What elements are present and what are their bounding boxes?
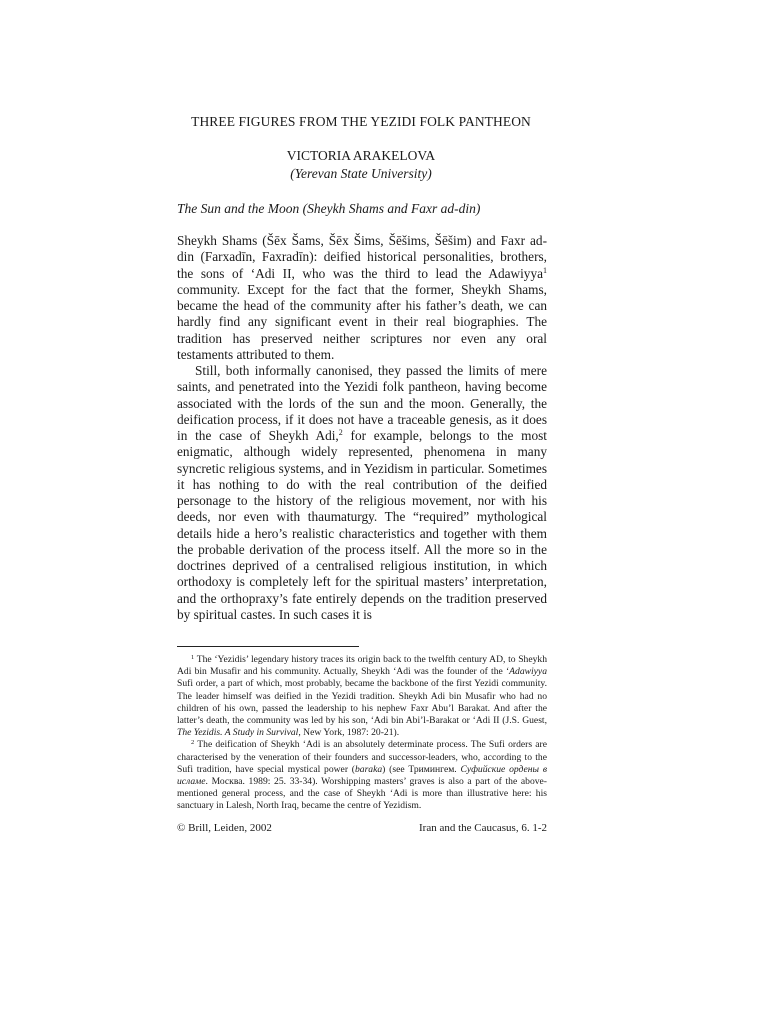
author-name: VICTORIA ARAKELOVA	[286, 148, 436, 163]
footer-copyright: © Brill, Leiden, 2002	[177, 822, 272, 834]
footnote-1	[177, 654, 547, 739]
body-text	[177, 233, 547, 623]
footnote-2-text-c: . Москва. 1989: 25. 33-34). Worshipping masters’ graves is also a part of the above-mentioned general process, and the case of Sheykh ‘Adi is more than illustrative here: his sanctuary in Lalesh, North Iraq, became the centre of Yezidism.	[177, 776, 547, 812]
section-heading: The Sun and the Moon (Sheykh Shams and Faxr ad-din)	[177, 201, 481, 216]
footnote-2-mark: 2	[191, 739, 195, 747]
paragraph-2	[177, 363, 547, 623]
footnote-ref-2: 2	[338, 428, 343, 437]
footnote-2-italic-1: baraka	[354, 763, 383, 775]
footnote-2-text-b: ) (see Тримингем.	[382, 763, 461, 775]
footnotes	[177, 654, 547, 813]
footnote-1-text-a: The ‘Yezidis’ legendary history traces its origin back to the twelfth century AD, to Sheykh Adi bin Musafir and his community. Actually, Sheykh ‘Adi was the founder of the ‘	[177, 654, 547, 678]
footnote-2-italic-2: Суфийские ордены в исламе	[177, 763, 547, 788]
paragraph-1	[177, 233, 547, 363]
paragraph-2-text-b: for example, belongs to the most enigmatic, although widely represented, phenomena in many syncretic religious systems, and in Yezidism in particular. Sometimes it has nothing to do with the real contribution of the deified personage to the history of the religious movement, nor with his deeds, nor even with thaumaturgy. The “required” mythological details hide a hero’s realistic characteristics and together with them the probable derivation of the process itself. All the more so in the doctrines deprived of a centralised religious institution, in which orthodoxy is completely left for the spiritual masters’ interpretation, and the orthopraxy’s fate entirely depends on the tradition preserved by spiritual castes. In such cases it is	[177, 428, 547, 622]
footnote-divider	[177, 646, 359, 647]
footer-journal: Iran and the Caucasus, 6. 1-2	[419, 822, 547, 834]
footnote-1-italic-2: The Yezidis. A Study in Survival	[177, 727, 299, 739]
author-affiliation: (Yerevan State University)	[290, 166, 432, 181]
paragraph-1-text-b: community. Except for the fact that the former, Sheykh Shams, became the head of the community after his father’s death, we can hardly find any significant event in their real biographies. The tradition has preserved neither scriptures nor even any oral testaments attributed to them.	[177, 281, 547, 362]
article-title: THREE FIGURES FROM THE YEZIDI FOLK PANTHEON	[191, 114, 531, 129]
footnote-ref-1: 1	[543, 265, 547, 275]
paragraph-2-text-a: Still, both informally canonised, they passed the limits of mere saints, and penetrated into the Yezidi folk pantheon, having become associated with the lords of the sun and the moon. Generally, the deification process, if it does not have a traceable genesis, as it does in the case of Sheykh Adi,	[177, 363, 547, 443]
footnote-2-text-a: The deification of Sheykh ‘Adi is an absolutely determinate process. The Sufi orders are characterised by the veneration of their founders and successor-leaders, who, according to the Sufi tradition, have special mystical power (	[177, 739, 547, 775]
paragraph-1-text-a: Sheykh Shams (Šēx Šams, Šēx Šims, Šēšims, Šēšim) and Faxr ad-din (Farxadīn, Faxradīn): deified historical personalities, brothers, the sons of ‘Adi II, who was the third to lead the Adawiyya	[177, 233, 547, 281]
footnote-1-italic-1: Adawiyya	[509, 666, 547, 678]
footnote-1-mark: 1	[191, 654, 195, 661]
footnote-2	[177, 739, 547, 812]
footnote-1-text-c: , New York, 1987: 20-21).	[298, 727, 400, 739]
footnote-1-text-b: Sufi order, a part of which, most probably, became the backbone of the first Yezidi community. The leader himself was deified in the Yezidi tradition. Sheykh Adi bin Musafir who had no children of his own, passed the leadership to his nephew Faxr Abu’l Barakat. And after the latter’s death, the community was led by his son, ‘Adi bin Abi’l-Barakat or ‘Adi II (J.S. Guest,	[177, 678, 547, 727]
